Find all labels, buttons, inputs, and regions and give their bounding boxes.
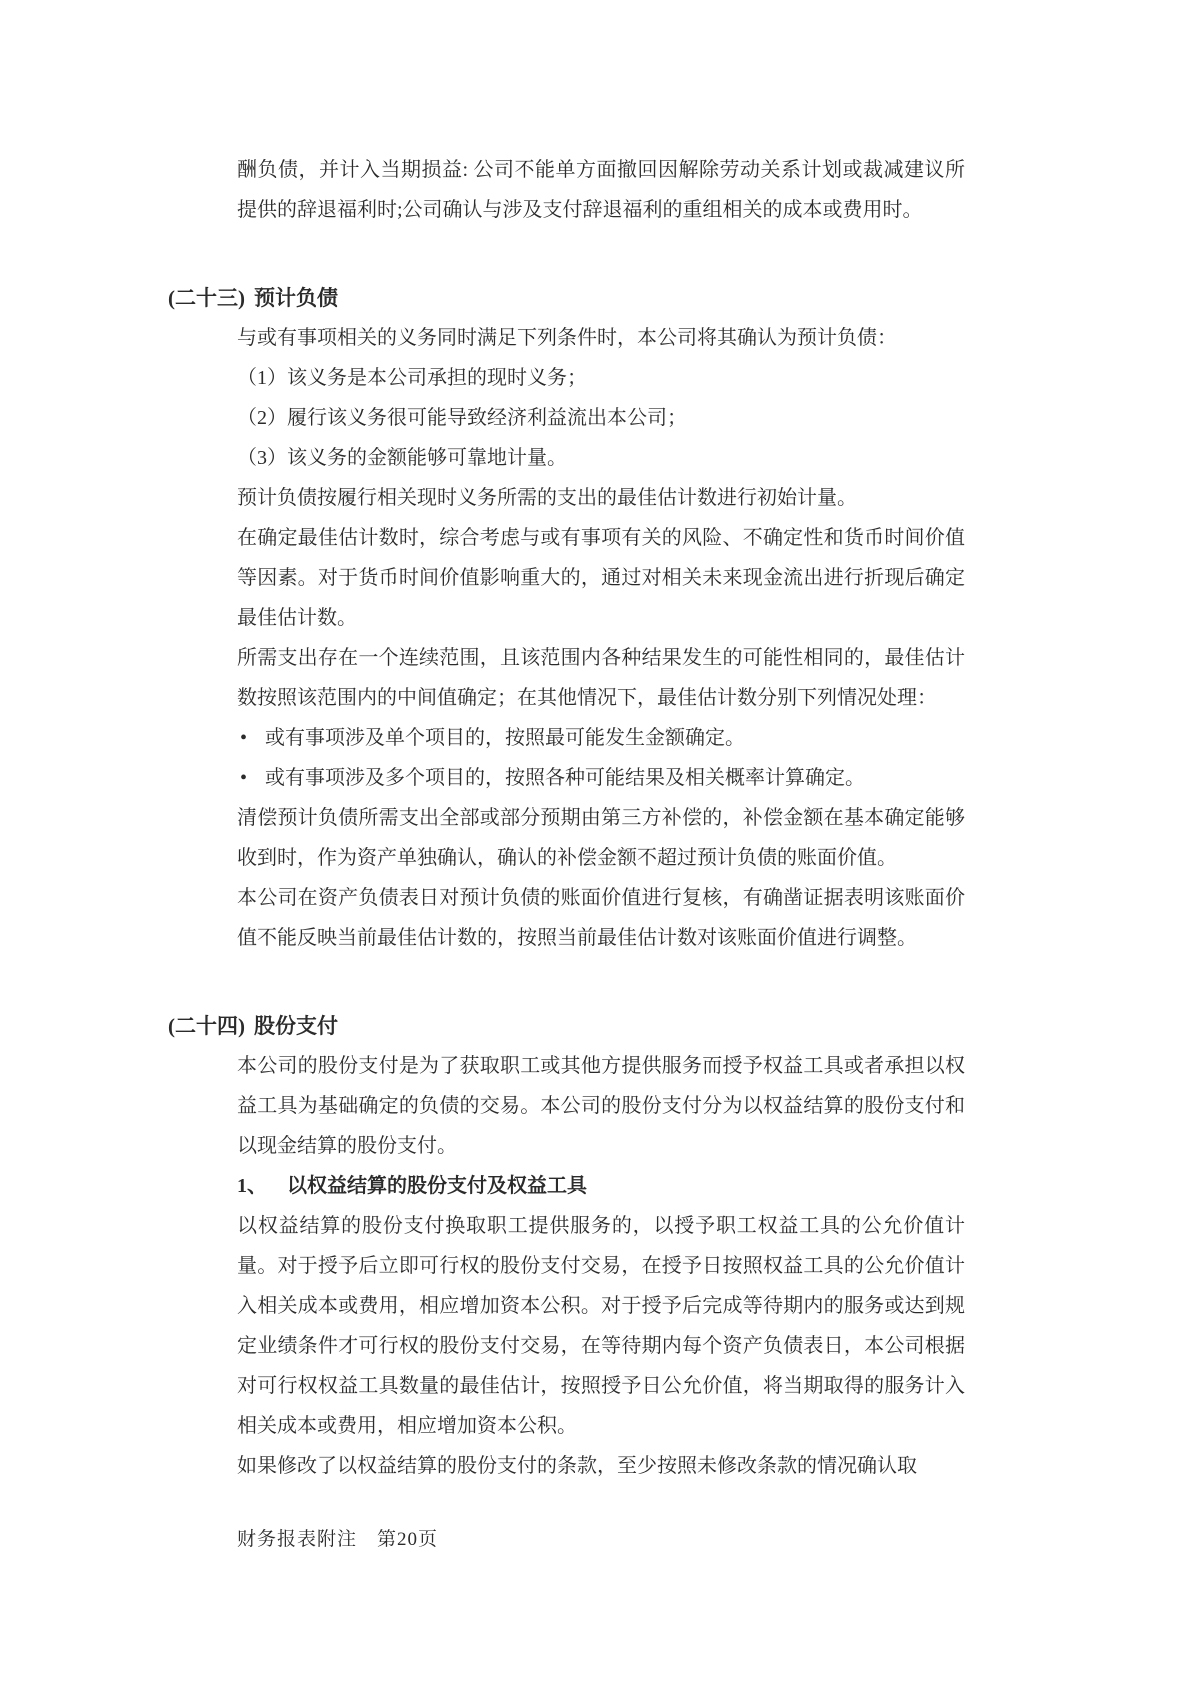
paragraph-range: 所需支出存在一个连续范围，且该范围内各种结果发生的可能性相同的，最佳估计数按照该范围内的中间值确定；在其他情况下，最佳估计数分别下列情况处理：: [237, 647, 965, 709]
section-23-number: (二十三): [168, 286, 245, 310]
paragraph-best-estimate: 在确定最佳估计数时，综合考虑与或有事项有关的风险、不确定性和货币时间价值等因素。对于货币时间价值影响重大的，通过对相关未来现金流出进行折现后确定最佳估计数。: [237, 527, 965, 629]
paragraph-reimbursement: 清偿预计负债所需支出全部或部分预期由第三方补偿的，补偿金额在基本确定能够收到时，作为资产单独确认，确认的补偿金额不超过预计负债的账面价值。: [237, 807, 965, 869]
list-item-condition-3: （3）该义务的金额能够可靠地计量。: [237, 447, 567, 469]
list-item-condition-2: （2）履行该义务很可能导致经济利益流出本公司；: [237, 407, 687, 429]
page-footer: 财务报表附注 第20页: [237, 1529, 439, 1550]
paragraph-modification: 如果修改了以权益结算的股份支付的条款，至少按照未修改条款的情况确认取: [237, 1455, 917, 1477]
section-24-title: 股份支付: [254, 1014, 338, 1038]
bullet-item-single: [237, 718, 965, 758]
bullet-text-single: 或有事项涉及单个项目的，按照最可能发生金额确定。: [265, 727, 745, 749]
subsection-title: 以权益结算的股份支付及权益工具: [287, 1175, 587, 1197]
subsection-number: 1、: [237, 1175, 267, 1197]
paragraph-provision-intro: 与或有事项相关的义务同时满足下列条件时，本公司将其确认为预计负债：: [237, 327, 897, 349]
paragraph-share-payment-intro: 本公司的股份支付是为了获取职工或其他方提供服务而授予权益工具或者承担以权益工具为基础确定的负债的交易。本公司的股份支付分为以权益结算的股份支付和以现金结算的股份支付。: [237, 1055, 965, 1157]
section-23-title: 预计负债: [254, 286, 338, 310]
bullet-item-multiple: [237, 758, 965, 798]
bullet-text-multiple: 或有事项涉及多个项目的，按照各种可能结果及相关概率计算确定。: [265, 767, 865, 789]
bullet-icon: •: [240, 727, 248, 749]
section-heading-24: [168, 1006, 965, 1046]
paragraph-equity-settled-detail: 以权益结算的股份支付换取职工提供服务的，以授予职工权益工具的公允价值计量。对于授予后立即可行权的股份支付交易，在授予日按照权益工具的公允价值计入相关成本或费用，相应增加资本公积。对于授予后完成等待期内的服务或达到规定业绩条件才可行权的股份支付交易，在等待期内每个资产负债表日，本公司根据对可行权权益工具数量的最佳估计，按照授予日公允价值，将当期取得的服务计入相关成本或费用，相应增加资本公积。: [237, 1215, 965, 1437]
subsection-heading-equity-settled: [237, 1166, 965, 1206]
paragraph-initial-measurement: 预计负债按履行相关现时义务所需的支出的最佳估计数进行初始计量。: [237, 487, 857, 509]
section-24-number: (二十四): [168, 1014, 245, 1038]
paragraph-continuation: 酬负债，并计入当期损益: 公司不能单方面撤回因解除劳动关系计划或裁减建议所提供的辞退福利时;公司确认与涉及支付辞退福利的重组相关的成本或费用时。: [237, 159, 965, 221]
section-heading-23: [168, 278, 965, 318]
list-item-condition-1: （1）该义务是本公司承担的现时义务；: [237, 367, 587, 389]
bullet-icon: •: [240, 767, 248, 789]
paragraph-review: 本公司在资产负债表日对预计负债的账面价值进行复核，有确凿证据表明该账面价值不能反映当前最佳估计数的，按照当前最佳估计数对该账面价值进行调整。: [237, 887, 965, 949]
